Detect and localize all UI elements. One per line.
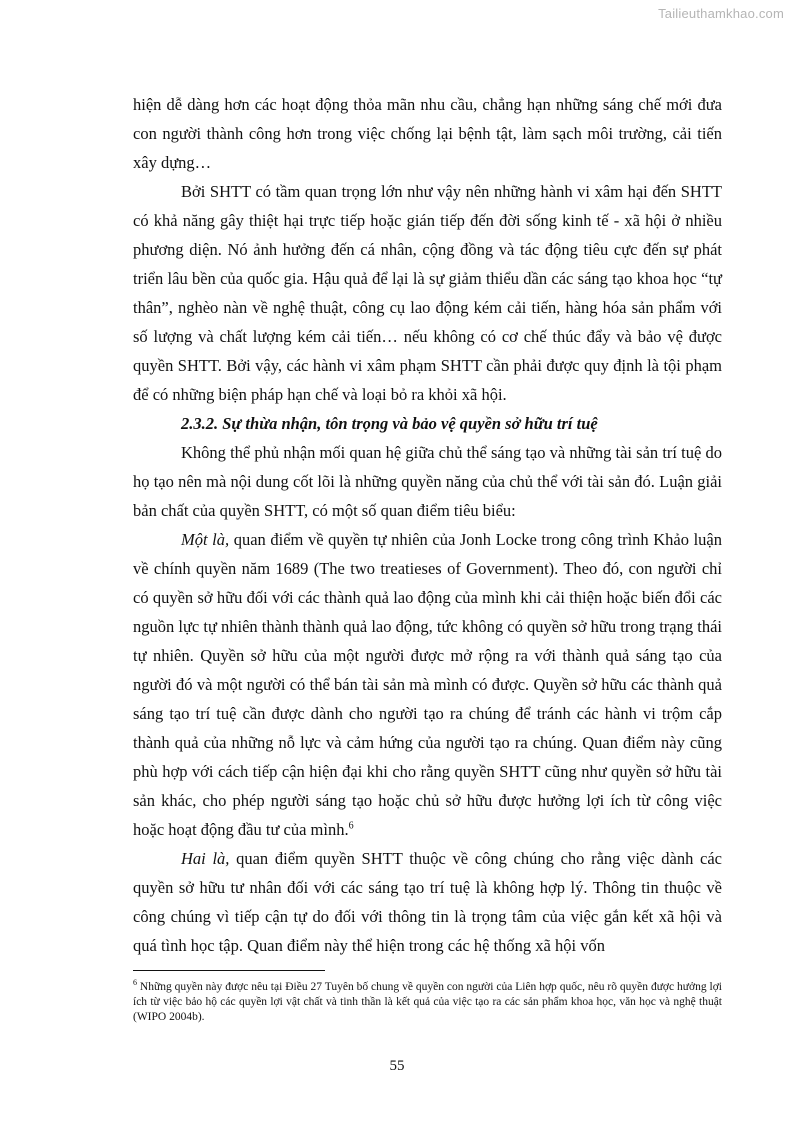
watermark: Tailieuthamkhao.com [658,6,784,21]
paragraph-intro-views: Không thể phủ nhận mối quan hệ giữa chủ thể sáng tạo và những tài sản trí tuệ do họ tạo nên mà nội dung cốt lõi là những quyền năng của chủ thể với tài sản đó. Luận giải bản chất của quyền SHTT, có một số quan điểm tiêu biểu: [133,443,722,520]
view-one-lead: Một là, [181,530,230,549]
view-two-lead: Hai là, [181,849,230,868]
paragraph-view-one [133,525,722,844]
footnote-text: Những quyền này được nêu tại Điều 27 Tuyên bố chung về quyền con người của Liên hợp quốc, nêu rõ quyền được hưởng lợi ích từ việc bảo hộ các quyền lợi vật chất và tinh thần là kết quả của việc tạo ra các sản phẩm khoa học, văn học và nghệ thuật (WIPO 2004b). [133,981,722,1023]
view-one-text: quan điểm về quyền tự nhiên của Jonh Locke trong công trình Khảo luận về chính quyền năm 1689 (The two treatieses of Government). Theo đó, con người chỉ có quyền sở hữu đối với các thành quả lao động của mình khi cải thiện hoặc biến đổi các nguồn lực tự nhiên thành thành quả lao động, tức không có quyền sở hữu trong trạng thái tự nhiên. Quyền sở hữu của một người được mở rộng ra với thành quả sáng tạo của người đó và một người có thể bán tài sản mà mình có được. Quyền sở hữu các thành quả sáng tạo trí tuệ cần được dành cho người tạo ra chúng để tránh các hành vi trộm cắp thành quả của những nỗ lực và cảm hứng của người tạo ra chúng. Quan điểm này cũng phù hợp với cách tiếp cận hiện đại khi cho rằng quyền SHTT cũng như quyền sở hữu tài sản khác, cho phép người sáng tạo hoặc chủ sở hữu được hưởng lợi ích từ công việc hoặc hoạt động đầu tư của mình. [133,530,722,839]
paragraph-continuation: hiện dễ dàng hơn các hoạt động thỏa mãn nhu cầu, chẳng hạn những sáng chế mới đưa con người thành công hơn trong việc chống lại bệnh tật, làm sạch môi trường, cải tiến xây dựng… [133,95,722,172]
section-heading: 2.3.2. Sự thừa nhận, tôn trọng và bảo vệ quyền sở hữu trí tuệ [181,414,598,433]
footnote-number: 6 [133,978,137,988]
paragraph-infringement-impact: Bởi SHTT có tầm quan trọng lớn như vậy nên những hành vi xâm hại đến SHTT có khả năng gây thiệt hại trực tiếp hoặc gián tiếp đến đời sống kinh tế - xã hội ở nhiều phương diện. Nó ảnh hưởng đến cá nhân, cộng đồng và tác động tiêu cực đến sự phát triển lâu bền của quốc gia. Hậu quả để lại là sự giảm thiểu dần các sáng tạo khoa học “tự thân”, nghèo nàn về nghệ thuật, công cụ lao động kém cải tiến, hàng hóa sản phẩm với số lượng và chất lượng kém cải tiến… nếu không có cơ chế thúc đẩy và bảo vệ được quyền SHTT. Bởi vậy, các hành vi xâm phạm SHTT cần phải được quy định là tội phạm để có những biện pháp hạn chế và loại bỏ ra khỏi xã hội. [133,182,722,404]
footnote-divider [133,970,325,971]
footnote [133,980,722,1025]
page-number: 55 [389,1058,405,1074]
view-two-text: quan điểm quyền SHTT thuộc về công chúng cho rằng việc dành các quyền sở hữu tư nhân đối với các sáng tạo trí tuệ là không hợp lý. Thông tin thuộc về công chúng vì tiếp cận tự do đối với thông tin là trọng tâm của việc gắn kết xã hội và quá tình học tập. Quan điểm này thể hiện trong các hệ thống xã hội vốn [133,849,722,955]
paragraph-view-two [133,844,722,960]
footnote-reference[interactable]: 6 [348,820,354,832]
body-text [133,90,722,960]
